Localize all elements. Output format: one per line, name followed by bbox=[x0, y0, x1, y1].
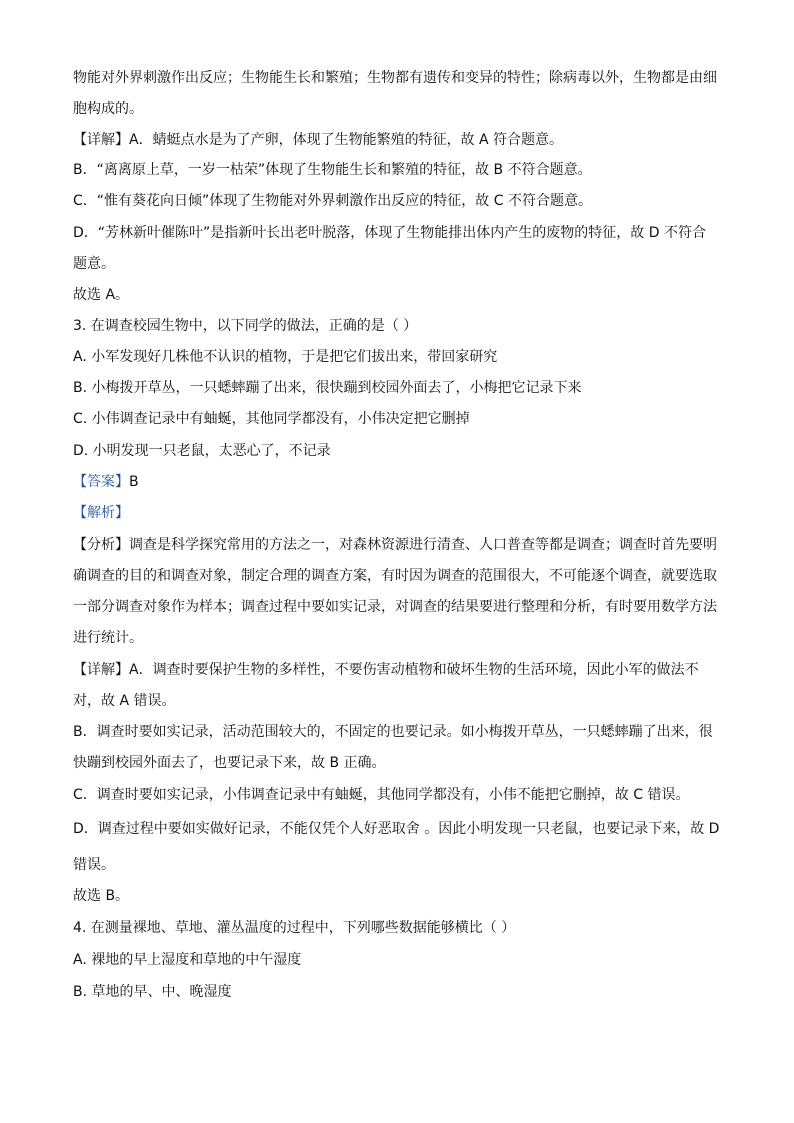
text-line: A．调查时要保护生物的多样性，不要伤害动植物和破坏生物的生活环境，因此小军的做法不 bbox=[129, 662, 699, 678]
text-line: 确调查的目的和调查对象，制定合理的调查方案，有时因为调查的范围很大，不可能逐个调查，就要选取 bbox=[73, 568, 717, 584]
text-line: 对，故 A 错误。 bbox=[73, 693, 176, 709]
fenxi-line bbox=[73, 535, 723, 555]
detail-line bbox=[73, 130, 723, 150]
text-line: C．“惟有葵花向日倾”体现了生物能对外界刺激作出反应的特征，故 C 不符合题意。 bbox=[73, 193, 592, 209]
text-line: 胞构成的。 bbox=[73, 101, 143, 117]
text-line: A．蜻蜓点水是为了产卵，体现了生物能繁殖的特征，故 A 符合题意。 bbox=[129, 132, 564, 148]
text-line: C．调查时要如实记录，小伟调查记录中有蚰蜒，其他同学都没有，小伟不能把它删掉，故 C 错误。 bbox=[73, 787, 690, 803]
question-3-option-d: D. 小明发现一只老鼠，太恶心了，不记录 bbox=[73, 443, 331, 459]
text-line: 调查是科学探究常用的方法之一，对森林资源进行清查、人口普查等都是调查；调查时首先要明 bbox=[129, 537, 717, 553]
text-line: D．“芳林新叶催陈叶”是指新叶长出老叶脱落，体现了生物能排出体内产生的废物的特征，故 D 不符合 bbox=[73, 225, 706, 241]
fenxi-tag: 【分析】 bbox=[73, 537, 129, 553]
text-line: 快蹦到校园外面去了，也要记录下来，故 B 正确。 bbox=[73, 755, 386, 771]
answer-tag: 【答案】 bbox=[73, 474, 129, 490]
analysis-line bbox=[73, 503, 723, 523]
text-line: B．调查时要如实记录，活动范围较大的，不固定的也要记录。如小梅拨开草丛，一只蟋蟀蹦了出来，很 bbox=[73, 724, 713, 740]
text-line: 错误。 bbox=[73, 857, 115, 873]
text-line: D．调查过程中要如实做好记录，不能仅凭个人好恶取舍 。因此小明发现一只老鼠，也要记录下来，故 D bbox=[73, 821, 720, 837]
analysis-tag: 【解析】 bbox=[73, 505, 129, 521]
text-line: 题意。 bbox=[73, 256, 115, 272]
question-4-stem: 4. 在测量裸地、草地、灌丛温度的过程中，下列哪些数据能够横比（ ） bbox=[73, 920, 516, 936]
detail-tag: 【详解】 bbox=[73, 662, 129, 678]
question-3-option-c: C. 小伟调查记录中有蚰蜒，其他同学都没有，小伟决定把它删掉 bbox=[73, 411, 470, 427]
question-3-stem: 3. 在调查校园生物中，以下同学的做法，正确的是（ ） bbox=[73, 318, 418, 334]
answer-value: B bbox=[129, 474, 139, 490]
text-line: 进行统计。 bbox=[73, 630, 143, 646]
text-line: 故选 B。 bbox=[73, 888, 130, 904]
text-line: 故选 A。 bbox=[73, 287, 130, 303]
detail-line bbox=[73, 660, 723, 680]
question-4-option-a: A. 裸地的早上湿度和草地的中午湿度 bbox=[73, 952, 302, 968]
text-line: 一部分调查对象作为样本；调查过程中要如实记录，对调查的结果要进行整理和分析，有时要用数学方法 bbox=[73, 599, 717, 615]
text-line: 物能对外界刺激作出反应；生物能生长和繁殖；生物都有遗传和变异的特性；除病毒以外，生物都是由细 bbox=[73, 70, 717, 86]
answer-line bbox=[73, 472, 723, 492]
question-4-option-b: B. 草地的早、中、晚湿度 bbox=[73, 984, 232, 1000]
text-line: B．“离离原上草，一岁一枯荣”体现了生物能生长和繁殖的特征，故 B 不符合题意。 bbox=[73, 162, 592, 178]
question-3-option-a: A. 小军发现好几株他不认识的植物，于是把它们拔出来，带回家研究 bbox=[73, 349, 498, 365]
detail-tag: 【详解】 bbox=[73, 132, 129, 148]
question-3-option-b: B. 小梅拨开草丛，一只蟋蟀蹦了出来，很快蹦到校园外面去了，小梅把它记录下来 bbox=[73, 380, 582, 396]
